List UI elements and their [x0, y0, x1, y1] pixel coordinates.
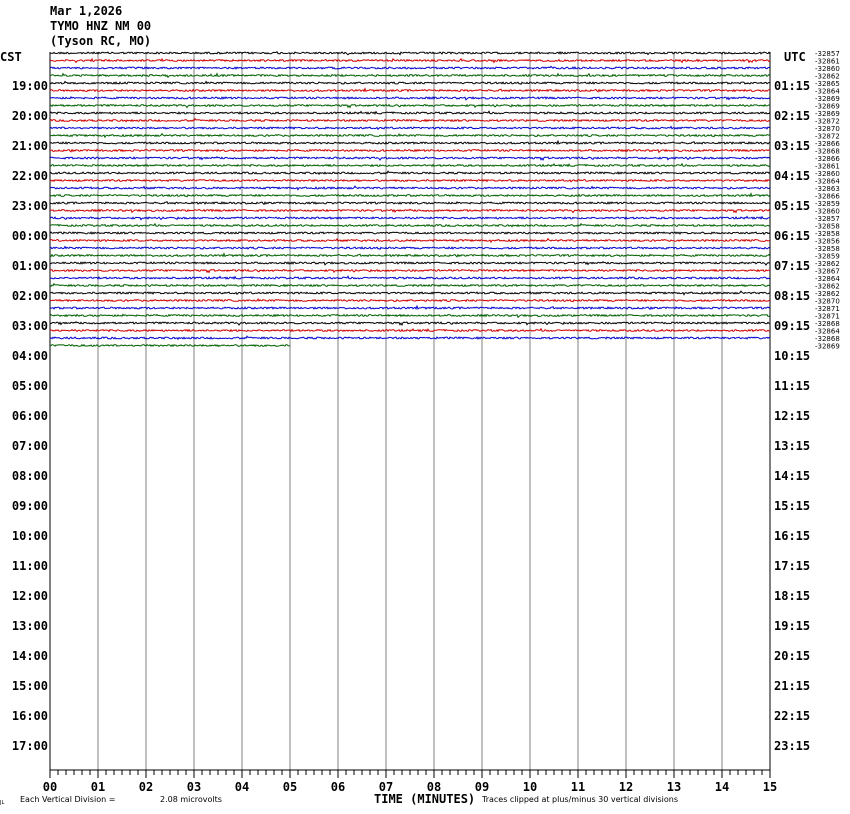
trace-offset-label: -32868 [815, 147, 840, 156]
x-tick-label: 15 [762, 780, 778, 794]
cst-hour-label: 23:00 [11, 199, 48, 213]
utc-hour-label: 18:15 [774, 589, 811, 603]
cst-hour-label: 04:00 [11, 349, 48, 363]
trace-offset-label: -32868 [815, 320, 840, 328]
seismic-trace [50, 291, 770, 295]
trace-offset-label: -32870 [815, 297, 840, 306]
trace-offset-label: -32856 [815, 237, 840, 246]
footer-corner-mark: JL [0, 800, 5, 806]
seismic-trace [50, 217, 770, 220]
seismic-trace [50, 336, 770, 339]
trace-offset-label: -32860 [815, 207, 840, 216]
cst-hour-label: 12:00 [11, 589, 48, 603]
trace-offset-label: -32857 [815, 50, 840, 58]
seismic-trace [50, 322, 770, 325]
utc-hour-label: 10:15 [774, 349, 811, 363]
utc-hour-label: 19:15 [774, 619, 811, 633]
utc-hour-label: 11:15 [774, 379, 811, 393]
seismic-trace [50, 299, 770, 302]
trace-offset-label: -32858 [815, 230, 840, 238]
trace-offset-label: -32872 [815, 132, 840, 141]
seismic-trace [50, 329, 770, 332]
footer-scale-label: Each Vertical Division = [20, 795, 116, 804]
trace-offset-label: -32861 [815, 162, 840, 171]
trace-offset-label: -32871 [815, 312, 840, 321]
seismic-trace [50, 202, 770, 205]
cst-hour-label: 13:00 [11, 619, 48, 633]
trace-offset-label: -32869 [815, 342, 840, 351]
trace-offset-label: -32857 [815, 215, 840, 223]
x-tick-label: 00 [42, 780, 58, 794]
trace-offset-label: -32867 [815, 267, 840, 276]
trace-offset-label: -32861 [815, 57, 840, 66]
cst-hour-label: 01:00 [11, 259, 48, 273]
x-tick-label: 08 [426, 780, 442, 794]
seismic-trace [50, 141, 770, 144]
seismic-trace [50, 232, 770, 234]
cst-hour-label: 15:00 [11, 679, 48, 693]
x-tick-label: 06 [330, 780, 346, 794]
seismic-trace [50, 149, 770, 152]
cst-hour-labels [12, 79, 48, 753]
seismic-trace [50, 209, 770, 212]
cst-hour-label: 02:00 [11, 289, 48, 303]
utc-axis-title: UTC [784, 50, 806, 64]
seismic-trace [50, 97, 770, 100]
trace-offset-label: -32865 [815, 80, 840, 88]
utc-hour-label: 21:15 [774, 679, 811, 693]
seismic-trace [50, 254, 770, 257]
time-axis [43, 770, 777, 794]
trace-offset-label: -32862 [815, 260, 840, 268]
seismic-trace [50, 306, 770, 309]
x-axis-title: TIME (MINUTES) [374, 792, 476, 806]
trace-offset-label: -32863 [815, 185, 840, 193]
trace-offset-label: -32864 [815, 275, 840, 283]
seismic-trace [50, 89, 770, 92]
utc-hour-label: 02:15 [774, 109, 811, 123]
cst-hour-label: 08:00 [11, 469, 48, 483]
utc-hour-label: 12:15 [774, 409, 811, 423]
cst-hour-label: 00:00 [11, 229, 48, 243]
cst-axis-title: CST [0, 50, 22, 64]
station-location: (Tyson RC, MO) [50, 34, 152, 48]
x-tick-label: 13 [666, 780, 682, 794]
seismic-trace [50, 111, 770, 114]
cst-hour-label: 21:00 [11, 139, 48, 153]
seismic-trace [50, 157, 770, 160]
seismic-trace [50, 171, 770, 174]
trace-offset-label: -32864 [815, 327, 840, 336]
trace-offset-label: -32869 [815, 110, 840, 118]
utc-hour-labels [774, 79, 810, 753]
footer-scale-value: 2.08 microvolts [160, 795, 222, 804]
utc-hour-label: 15:15 [774, 499, 811, 513]
cst-hour-label: 19:00 [11, 79, 48, 93]
cst-hour-label: 17:00 [11, 739, 48, 753]
seismic-trace [50, 164, 770, 167]
cst-hour-label: 14:00 [11, 649, 48, 663]
utc-hour-label: 08:15 [774, 289, 811, 303]
plot-date: Mar 1,2026 [50, 4, 123, 18]
utc-hour-label: 01:15 [774, 79, 811, 93]
x-tick-label: 14 [714, 780, 730, 794]
x-tick-label: 04 [234, 780, 250, 794]
seismic-trace [50, 262, 770, 265]
cst-hour-label: 20:00 [11, 109, 48, 123]
seismic-trace [50, 180, 770, 182]
cst-hour-label: 16:00 [11, 709, 48, 723]
seismic-trace [50, 66, 770, 69]
x-tick-label: 11 [570, 780, 586, 794]
seismic-trace [50, 74, 770, 78]
cst-hour-label: 05:00 [11, 379, 48, 393]
trace-offset-label: -32868 [815, 335, 840, 343]
utc-hour-label: 07:15 [774, 259, 811, 273]
seismic-trace [50, 52, 770, 55]
seismic-trace [50, 247, 770, 250]
minute-gridlines [50, 52, 770, 770]
utc-hour-label: 23:15 [774, 739, 811, 753]
trace-offset-label: -32859 [815, 252, 840, 261]
trace-offset-label: -32864 [815, 87, 840, 96]
cst-hour-label: 09:00 [11, 499, 48, 513]
trace-offset-label: -32866 [815, 192, 840, 201]
trace-offset-labels [815, 50, 840, 351]
utc-hour-label: 05:15 [774, 199, 811, 213]
seismic-trace [50, 82, 770, 85]
trace-offset-label: -32858 [815, 245, 840, 253]
trace-offset-label: -32870 [815, 125, 840, 133]
seismic-trace [50, 119, 770, 122]
seismic-trace [50, 276, 770, 279]
trace-offset-label: -32871 [815, 305, 840, 313]
trace-offset-label: -32862 [815, 282, 840, 291]
trace-offset-label: -32866 [815, 140, 840, 148]
trace-offset-label: -32862 [815, 290, 840, 298]
utc-hour-label: 06:15 [774, 229, 811, 243]
trace-offset-label: -32860 [815, 170, 840, 178]
utc-hour-label: 09:15 [774, 319, 811, 333]
utc-hour-label: 03:15 [774, 139, 811, 153]
trace-offset-label: -32872 [815, 117, 840, 126]
utc-hour-label: 04:15 [774, 169, 811, 183]
seismic-trace [50, 194, 770, 197]
x-tick-label: 02 [138, 780, 154, 794]
seismic-trace [50, 224, 770, 227]
seismic-traces [50, 52, 770, 347]
x-tick-label: 01 [90, 780, 106, 794]
trace-offset-label: -32862 [815, 72, 840, 81]
trace-offset-label: -32869 [815, 95, 840, 103]
cst-hour-label: 03:00 [11, 319, 48, 333]
seismic-trace [50, 314, 770, 317]
x-tick-label: 09 [474, 780, 490, 794]
x-tick-label: 07 [378, 780, 394, 794]
seismic-trace [50, 59, 770, 63]
seismic-trace [50, 239, 770, 243]
utc-hour-label: 17:15 [774, 559, 811, 573]
seismic-trace [50, 345, 290, 347]
seismic-trace [50, 284, 770, 287]
trace-offset-label: -32858 [815, 222, 840, 231]
cst-hour-label: 11:00 [11, 559, 48, 573]
utc-hour-label: 20:15 [774, 649, 811, 663]
x-tick-label: 10 [522, 780, 538, 794]
station-code: TYMO HNZ NM 00 [50, 19, 152, 33]
seismic-trace [50, 127, 770, 130]
trace-offset-label: -32866 [815, 155, 840, 163]
x-tick-label: 03 [186, 780, 202, 794]
utc-hour-label: 16:15 [774, 529, 811, 543]
cst-hour-label: 07:00 [11, 439, 48, 453]
trace-offset-label: -32859 [815, 200, 840, 208]
x-tick-label: 05 [282, 780, 298, 794]
seismic-trace [50, 186, 770, 190]
trace-offset-label: -32869 [815, 102, 840, 111]
seismic-trace [50, 105, 770, 108]
x-tick-label: 12 [618, 780, 634, 794]
seismic-trace [50, 270, 770, 273]
cst-hour-label: 22:00 [11, 169, 48, 183]
utc-hour-label: 14:15 [774, 469, 811, 483]
utc-hour-label: 22:15 [774, 709, 811, 723]
seismic-trace [50, 134, 770, 138]
cst-hour-label: 10:00 [11, 529, 48, 543]
utc-hour-label: 13:15 [774, 439, 811, 453]
trace-offset-label: -32860 [815, 65, 840, 73]
footer-clip-note: Traces clipped at plus/minus 30 vertical divisions [482, 795, 679, 804]
trace-offset-label: -32864 [815, 177, 840, 186]
cst-hour-label: 06:00 [11, 409, 48, 423]
